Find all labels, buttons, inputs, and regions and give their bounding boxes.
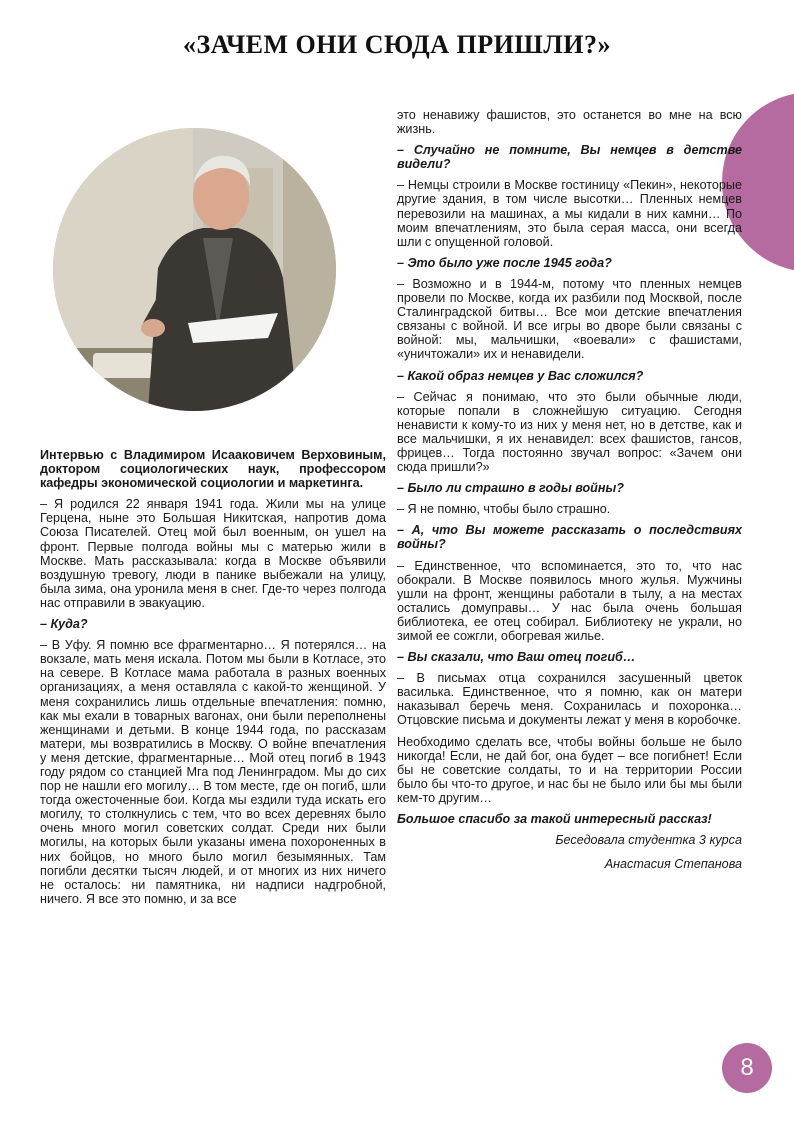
thanks-paragraph: Большое спасибо за такой интересный рассказ! — [397, 812, 712, 827]
question-paragraph: – Случайно не помните, Вы немцев в детстве видели? — [397, 143, 742, 172]
question-paragraph: – Это было уже после 1945 года? — [397, 255, 612, 270]
question-paragraph: – Какой образ немцев у Вас сложился? — [397, 368, 644, 383]
page-number-badge: 8 — [722, 1043, 772, 1093]
article-title: «ЗАЧЕМ ОНИ СЮДА ПРИШЛИ?» — [183, 30, 611, 59]
question-paragraph: – Было ли страшно в годы войны? — [397, 481, 624, 496]
question-paragraph: – Вы сказали, что Ваш отец погиб… — [397, 650, 636, 665]
answer-paragraph: – Возможно и в 1944-м, потому что пленных немцев провели по Москве, когда их разбили под Москвой, после Сталинградской битвы… Все мои детские впечатления связаны с войной. И все игры во дворе были связаны с войной: мы, мальчишки, «воевали» с фашистами, «уничтожали» их и ненавидели. — [397, 276, 742, 362]
intro-paragraph: Интервью с Владимиром Исааковичем Верховиным, доктором социологических наук, профессором кафедры экономической социологии и маркетинга. — [40, 448, 386, 491]
conclusion-paragraph: Необходимо сделать все, чтобы войны больше не было никогда! Если, не дай бог, она будет – все погибнет! Если бы не советские солдаты, то и на территории России было бы что-то другое, и нас бы не было или бы мы были кем-то другим… — [397, 734, 742, 805]
answer-paragraph: – Я родился 22 января 1941 года. Жили мы на улице Герцена, ныне это Большая Никитская, напротив дома Союза Писателей. Отец мой был военным, он ушел на фронт. Первые полгода войны мы с матерью жили в Москве. Мать рассказывала: когда в Москве объявили воздушную тревогу, люди в панике выбежали на улицу, была зима, она уронила меня в снег. Где-то через полгода нас отправили в эвакуацию. — [40, 497, 386, 610]
answer-paragraph: – Я не помню, чтобы было страшно. — [397, 502, 611, 517]
answer-paragraph: – В Уфу. Я помню все фрагментарно… Я потерялся… на вокзале, мать меня искала. Потом мы были в Котласе, это на севере. В Котласе мама работала в разных военных организациях, а меня оставляла с какой-то женщиной. У меня сохранились лишь отдельные впечатления: помню, как мы ехали в товарных вагонах, они были переполнены женщинами и детьми. В конце 1944 года, по рассказам матери, мы возвратились в Москву. О войне впечатления у меня детские, фрагментарные… Мой отец погиб в 1943 году рядом со станцией Мга под Ленинградом. Мы до сих пор не нашли его могилу… В том месте, где он погиб, шли тогда ожесточенные бои. Когда мы ездили туда искать его могилу, то столкнулись с тем, что во всех деревнях было очень много могил советских солдат. Среди них были могилы, на которых были указаны имена похороненных в них бойцов, но много было могил безымянных. Там погибли десятки тысяч людей, и от многих из них ничего не осталось: ни памятника, ни надписи надгробной, ничего. Я все это помню, и за все — [40, 638, 386, 906]
interviewee-photo — [53, 128, 336, 411]
left-column — [40, 448, 386, 913]
question-paragraph: – Куда? — [40, 617, 88, 632]
right-column — [397, 108, 742, 881]
question-paragraph: – А, что Вы можете рассказать о последствиях войны? — [397, 523, 742, 552]
signature — [397, 833, 742, 871]
answer-paragraph: – Немцы строили в Москве гостиницу «Пекин», некоторые другие здания, в том числе высотки… Пленных немцев перевозили на машинах, а мы кидали в них камни… По моим впечатлениям, это была серая масса, они всегда шли с опущенной головой. — [397, 178, 742, 249]
answer-paragraph: – Сейчас я понимаю, что это были обычные люди, которые попали в сложнейшую ситуацию. Сегодня ненависти к кому-то из них у меня нет, но в детстве, как и все мальчишки, я их ненавидел: всех фашистов, гансов, фрицев… Тогда постоянно звучал вопрос: «Зачем они сюда пришли?» — [397, 389, 742, 475]
signature-line: Беседовала студентка 3 курса — [555, 833, 742, 848]
signature-author: Анастасия Степанова — [604, 857, 742, 872]
answer-paragraph: – Единственное, что вспоминается, это то, что нас обокрали. В Москве появилось много жулья. Мужчины ушли на фронт, женщины работали в тылу, а на местах остались домуправы… У нас была очень большая библиотека, ее отец собирал. Библиотеку не украли, но зимой ее сожгли, обогревая жилье. — [397, 558, 742, 643]
answer-paragraph: – В письмах отца сохранился засушенный цветок василька. Единственное, что я помню, как он матери наказывал беречь меня. Сохранилась и похоронка… Отцовские письма и документы лежат у меня в коробочке. — [397, 671, 742, 728]
answer-paragraph: это ненавижу фашистов, это останется во мне на всю жизнь. — [397, 108, 742, 137]
